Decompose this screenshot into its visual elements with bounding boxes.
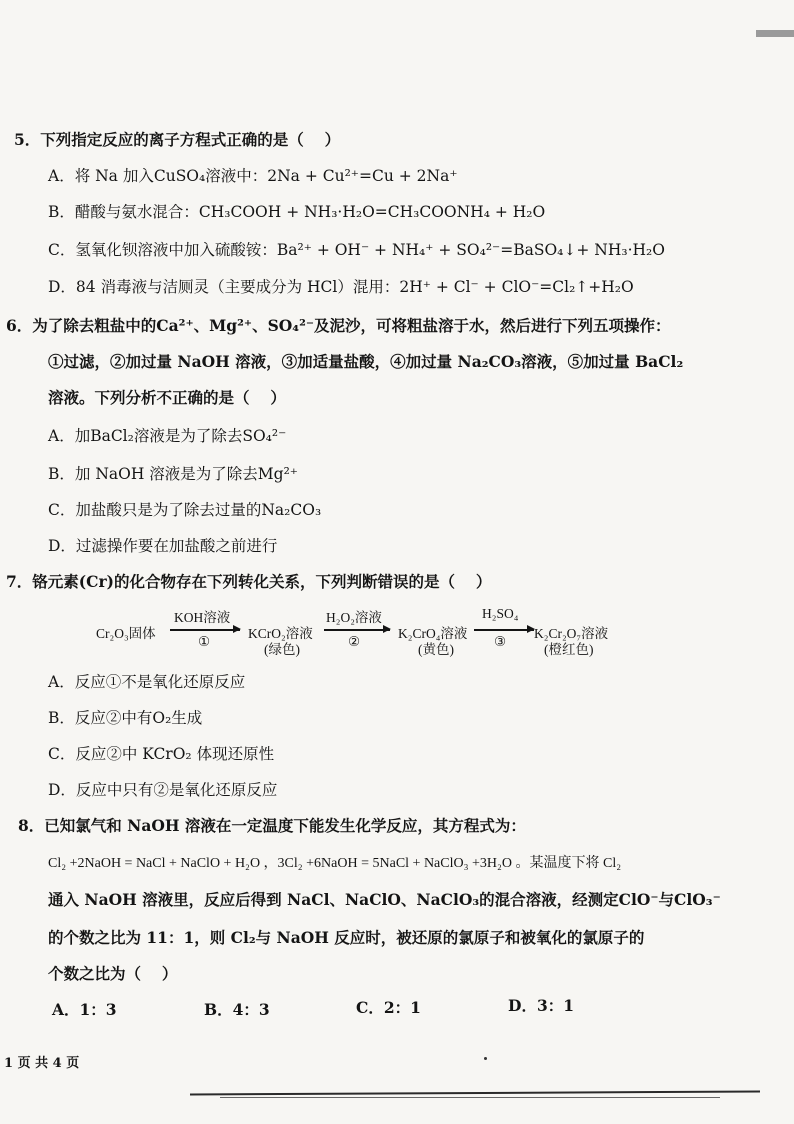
q6-option-a: A．加BaCl₂溶液是为了除去SO₄²⁻ — [48, 427, 287, 445]
scheme-arrow-2 — [324, 629, 390, 631]
q8-stem-1: 8．已知氯气和 NaOH 溶液在一定温度下能发生化学反应，其方程式为： — [18, 816, 526, 835]
q8-stem-3: 通入 NaOH 溶液里，反应后得到 NaCl、NaClO、NaClO₃的混合溶液，经测定ClO⁻与ClO₃⁻ — [48, 890, 721, 909]
q7-option-a: A．反应①不是氧化还原反应 — [48, 673, 246, 691]
scheme-reagent-2: H₂O₂溶液 — [326, 610, 382, 625]
scheme-kcro2: KCrO₂溶液 — [248, 626, 313, 641]
scheme-step-1: ① — [198, 634, 211, 649]
scheme-color-yellow: (黄色) — [418, 642, 454, 657]
q5-option-c: C．氢氧化钡溶液中加入硫酸铵：Ba²⁺ + OH⁻ + NH₄⁺ + SO₄²⁻=BaSO₄↓+ NH₃·H₂O — [48, 241, 665, 259]
q8-stem-5: 个数之比为（ ） — [48, 964, 178, 983]
q8-option-d: D．3：1 — [508, 996, 575, 1015]
footer-rule — [190, 1091, 760, 1096]
scheme-step-2: ② — [348, 634, 361, 649]
q6-option-c: C．加盐酸只是为了除去过量的Na₂CO₃ — [48, 501, 322, 519]
scheme-reagent-3: H₂SO₄ — [482, 606, 519, 621]
q6-option-b: B．加 NaOH 溶液是为了除去Mg²⁺ — [48, 465, 298, 483]
scheme-arrow-1 — [170, 629, 240, 631]
q6-stem-2: ①过滤，②加过量 NaOH 溶液，③加适量盐酸，④加过量 Na₂CO₃溶液，⑤加过量 BaCl₂ — [48, 352, 684, 371]
q7-stem: 7．铬元素(Cr)的化合物存在下列转化关系，下列判断错误的是（ ） — [6, 572, 492, 591]
q7-option-c: C．反应②中 KCrO₂ 体现还原性 — [48, 745, 275, 763]
scheme-reagent-1: KOH溶液 — [174, 610, 231, 625]
q7-option-d: D．反应中只有②是氧化还原反应 — [48, 781, 278, 799]
page-footer: 1 页 共 4 页 — [4, 1056, 80, 1071]
scheme-color-orange: (橙红色) — [544, 642, 594, 657]
scheme-step-3: ③ — [494, 634, 507, 649]
scheme-cr2o3: Cr₂O₃固体 — [96, 626, 156, 641]
scheme-color-green: (绿色) — [264, 642, 300, 657]
q5-option-b: B．醋酸与氨水混合：CH₃COOH + NH₃·H₂O=CH₃COONH₄ + H₂O — [48, 203, 546, 221]
q5-option-a: A．将 Na 加入CuSO₄溶液中：2Na + Cu²⁺=Cu + 2Na⁺ — [48, 167, 458, 185]
scheme-k2cro4: K₂CrO₄溶液 — [398, 626, 468, 641]
q6-stem-1: 6．为了除去粗盐中的Ca²⁺、Mg²⁺、SO₄²⁻及泥沙，可将粗盐溶于水，然后进行下列五项操作： — [6, 316, 671, 335]
q7-option-b: B．反应②中有O₂生成 — [48, 709, 203, 727]
footer-rule-shadow — [220, 1097, 720, 1098]
scheme-k2cr2o7: K₂Cr₂O₇溶液 — [534, 626, 609, 641]
q5-option-d: D．84 消毒液与洁厕灵（主要成分为 HCl）混用：2H⁺ + Cl⁻ + ClO⁻=Cl₂↑+H₂O — [48, 278, 634, 296]
q6-option-d: D．过滤操作要在加盐酸之前进行 — [48, 537, 278, 555]
q6-stem-3: 溶液。下列分析不正确的是（ ） — [48, 388, 286, 407]
q5-stem: 5．下列指定反应的离子方程式正确的是（ ） — [14, 130, 341, 149]
scheme-arrow-3 — [474, 629, 534, 631]
conversion-scheme — [96, 606, 616, 656]
q8-equations: Cl₂ +2NaOH = NaCl + NaClO + H₂O ，3Cl₂ +6NaOH = 5NaCl + NaClO₃ +3H₂O 。某温度下将 Cl₂ — [48, 856, 622, 871]
q8-option-b: B．4：3 — [204, 1000, 270, 1019]
q8-option-a: A．1：3 — [52, 1000, 117, 1019]
q8-stem-4: 的个数之比为 11：1，则 Cl₂与 NaOH 反应时，被还原的氯原子和被氧化的氯原子的 — [48, 928, 645, 947]
q8-option-c: C．2：1 — [356, 998, 421, 1017]
scan-mark — [756, 30, 794, 37]
scan-speck — [484, 1057, 487, 1060]
